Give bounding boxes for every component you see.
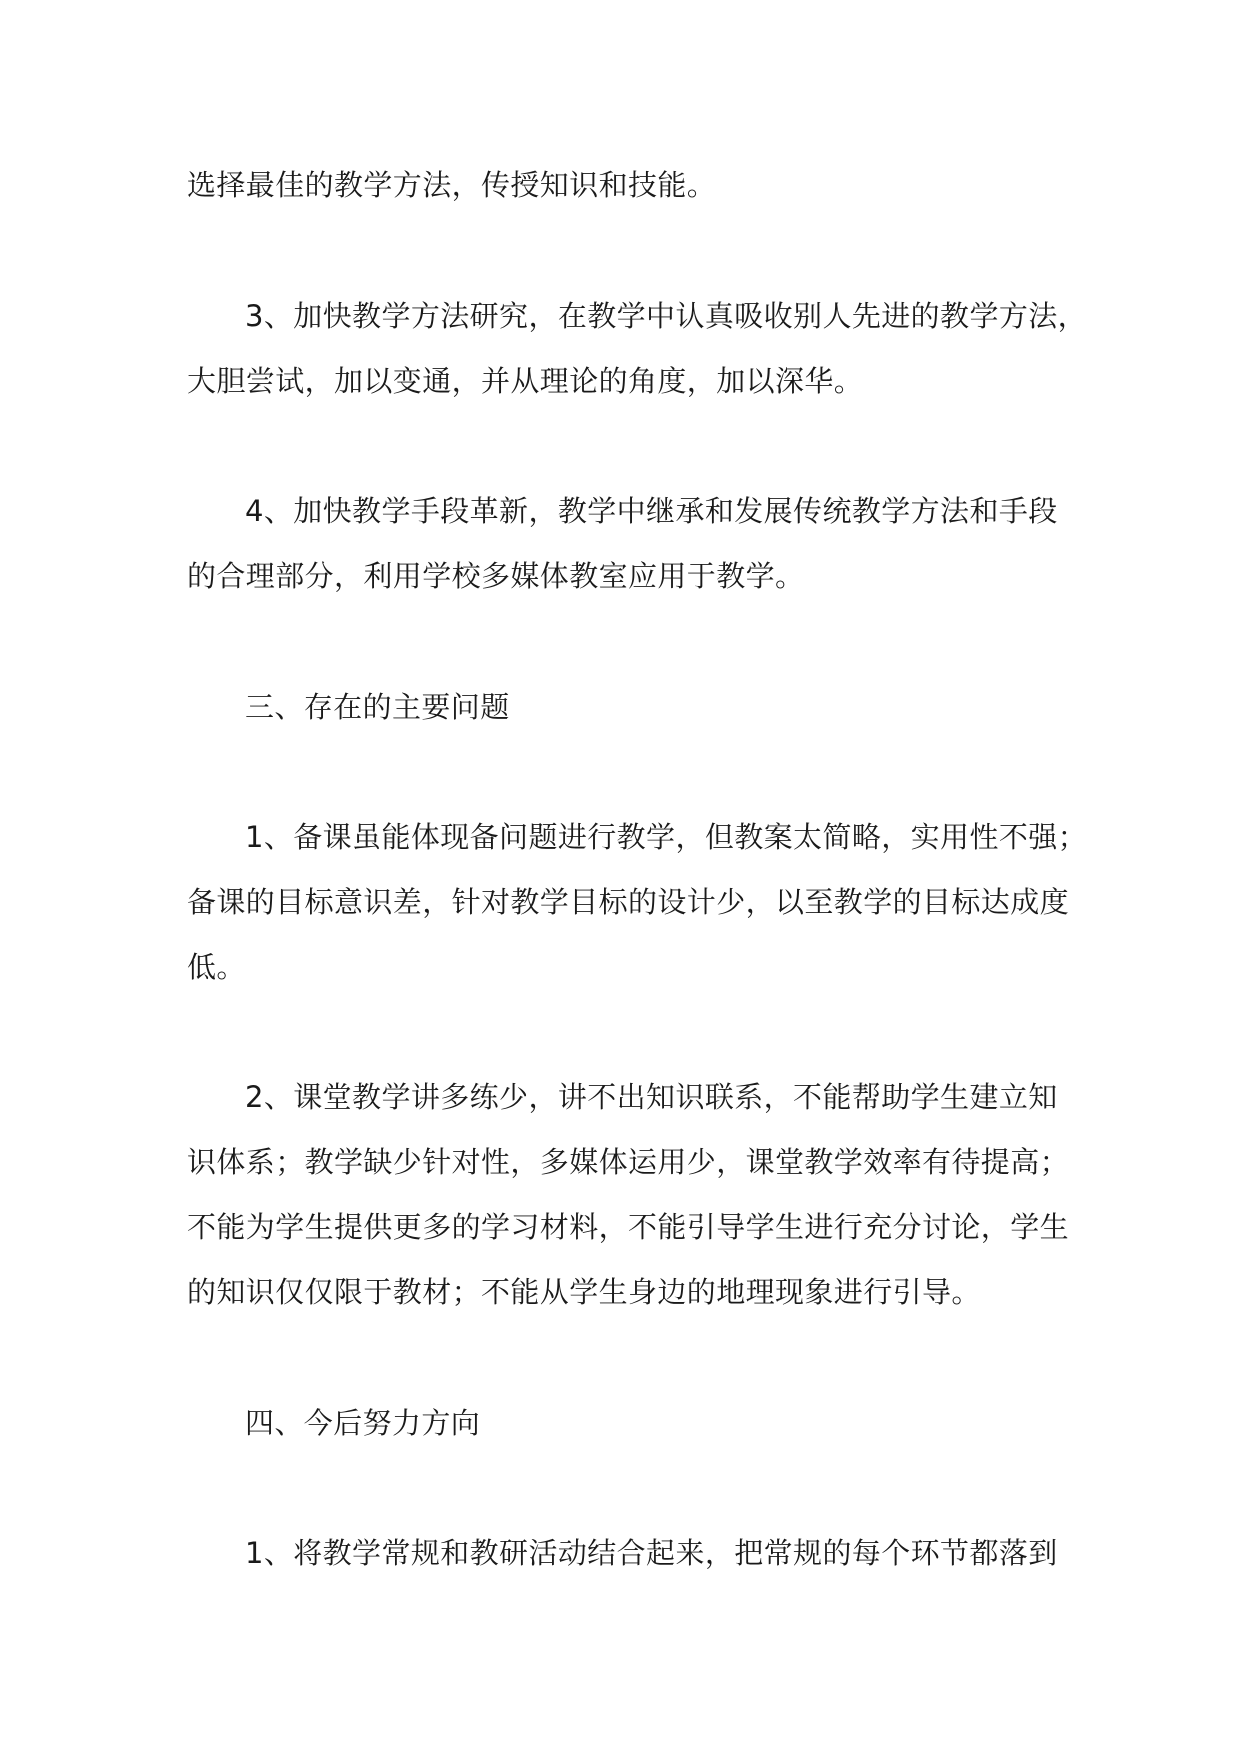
section-heading: 三、存在的主要问题 (245, 690, 510, 724)
text-line: 识体系；教学缺少针对性，多媒体运用少，课堂教学效率有待提高； (187, 1145, 1070, 1179)
text-line: 4、加快教学手段革新，教学中继承和发展传统教学方法和手段 (245, 494, 1058, 528)
text-line: 1、将教学常规和教研活动结合起来，把常规的每个环节都落到 (245, 1536, 1058, 1570)
text-line: 不能为学生提供更多的学习材料，不能引导学生进行充分讨论，学生 (187, 1210, 1070, 1244)
text-line: 3、加快教学方法研究，在教学中认真吸收别人先进的教学方法， (245, 299, 1088, 333)
text-line: 大胆尝试，加以变通，并从理论的角度，加以深华。 (187, 364, 864, 398)
section-heading: 四、今后努力方向 (245, 1406, 481, 1440)
text-line: 2、课堂教学讲多练少，讲不出知识联系，不能帮助学生建立知 (245, 1080, 1058, 1114)
text-line: 低。 (187, 950, 246, 984)
text-line: 的知识仅仅限于教材；不能从学生身边的地理现象进行引导。 (187, 1275, 981, 1309)
text-line: 的合理部分，利用学校多媒体教室应用于教学。 (187, 559, 805, 593)
text-line: 1、备课虽能体现备问题进行教学，但教案太简略，实用性不强； (245, 820, 1088, 854)
text-line: 选择最佳的教学方法，传授知识和技能。 (187, 168, 717, 202)
text-line: 备课的目标意识差，针对教学目标的设计少，以至教学的目标达成度 (187, 885, 1070, 919)
